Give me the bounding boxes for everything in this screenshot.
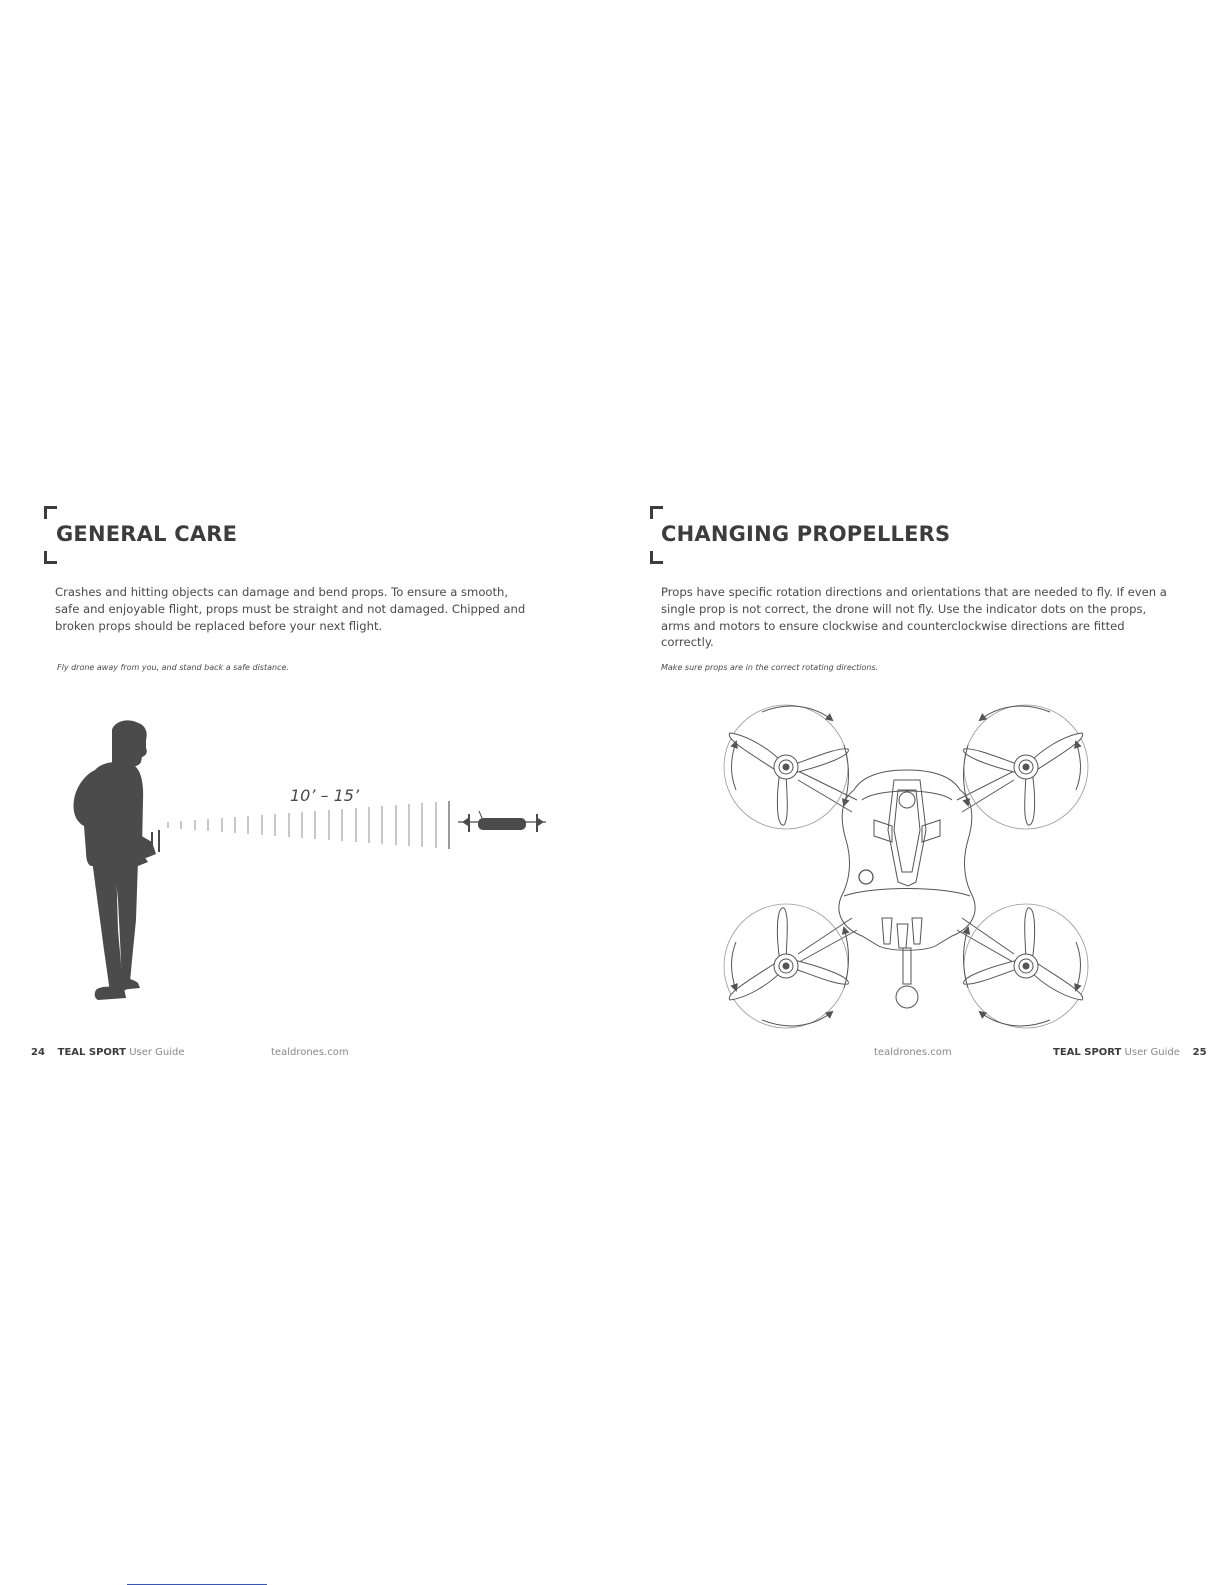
brand-name: TEAL SPORT: [57, 1047, 126, 1058]
page-number: 25: [1192, 1047, 1207, 1058]
left-footer: [31, 1047, 185, 1058]
page-number: 24: [31, 1047, 45, 1058]
brand-name: TEAL SPORT: [1053, 1047, 1122, 1058]
changing-propellers-heading: CHANGING PROPELLERS: [661, 522, 951, 546]
drone-body: [839, 770, 975, 950]
left-footer-website[interactable]: [271, 1047, 349, 1058]
right-footer: [1053, 1047, 1207, 1058]
distance-label: 10’ – 15’: [290, 786, 360, 805]
arm-front-right: [957, 768, 1020, 812]
changing-propellers-body: Props have specific rotation directions and orientations that are needed to fly. If even a single prop is not correct, the drone will not fly. Use the indicator dots on the props, arms and motors to ensure clockwise and counterclockwise directions are fitted correctly.: [661, 585, 1167, 650]
guide-label: User Guide: [1124, 1047, 1180, 1058]
guide-label: User Guide: [129, 1047, 185, 1058]
rear-camera-ball: [896, 986, 918, 1008]
propeller-front-right: [964, 733, 1083, 825]
propeller-front-left: [729, 733, 848, 825]
general-care-heading: GENERAL CARE: [56, 522, 238, 546]
left-page: [0, 0, 612, 1585]
distance-signal-bars: [167, 801, 450, 849]
right-footer-website[interactable]: [874, 1047, 952, 1058]
right-page: [612, 0, 1224, 1585]
website-link[interactable]: tealdrones.com: [874, 1047, 952, 1058]
changing-propellers-caption: Make sure props are in the correct rotating directions.: [661, 663, 879, 672]
propeller-rear-left: [729, 908, 848, 1000]
indicator-dot: [859, 870, 873, 884]
general-care-body: Crashes and hitting objects can damage and bend props. To ensure a smooth, safe and enjoyable flight, props must be straight and not damaged. Chipped and broken props should be replaced before your next flight.: [55, 585, 526, 633]
website-link[interactable]: tealdrones.com: [271, 1047, 349, 1058]
drone-top-view-illustration: [612, 0, 1224, 1585]
drone-side-view-icon: [458, 811, 546, 832]
drone-canopy: [888, 780, 926, 886]
propeller-rear-right: [964, 908, 1083, 1000]
arm-rear-right: [957, 918, 1020, 966]
general-care-caption: Fly drone away from you, and stand back a safe distance.: [57, 663, 289, 672]
person-silhouette: [73, 720, 160, 1000]
